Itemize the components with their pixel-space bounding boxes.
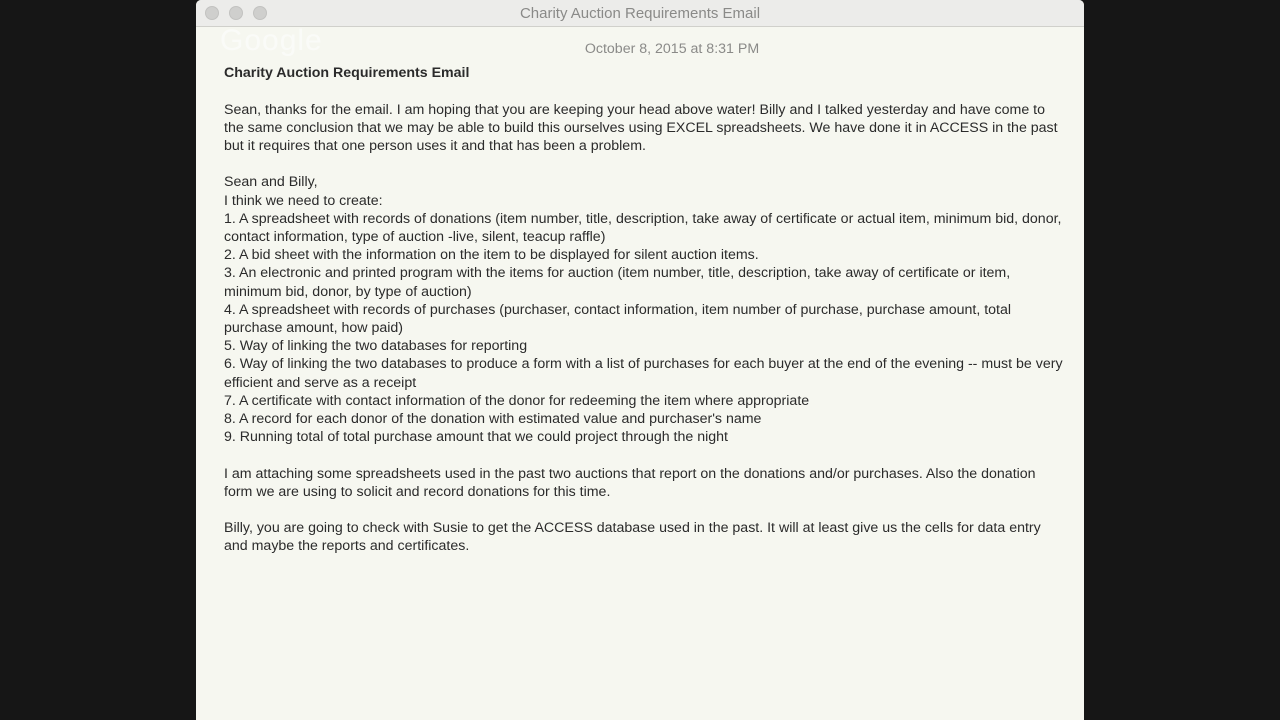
greeting: Sean and Billy, bbox=[224, 174, 318, 191]
email-body bbox=[224, 27, 1064, 574]
list-item: 8. A record for each donor of the donation with estimated value and purchaser's name bbox=[224, 411, 762, 428]
list-intro: I think we need to create: bbox=[224, 192, 383, 209]
window-title: Charity Auction Requirements Email bbox=[519, 5, 761, 22]
closing-paragraph: Billy, you are going to check with Susie to get the ACCESS database used in the past. It will at least give us the cells for data entry and maybe the reports and certificates. bbox=[224, 520, 1041, 555]
attachment-paragraph: I am attaching some spreadsheets used in the past two auctions that report on the donations and/or purchases. Also the donation form we are using to solicit and record donations for this time. bbox=[224, 465, 1036, 500]
intro-paragraph: Sean, thanks for the email. I am hoping that you are keeping your head above water! Billy and I talked yesterday and have come to the same conclusion that we may be able to build this ourselves using EXCEL spreadsheets. We have done it in ACCESS in the past but it requires that one person uses it and that has been a problem. bbox=[224, 101, 1058, 154]
list-item: 2. A bid sheet with the information on the item to be displayed for silent auction items. bbox=[224, 247, 759, 264]
list-item: 7. A certificate with contact information of the donor for redeeming the item where appropriate bbox=[224, 392, 810, 409]
email-date: October 8, 2015 at 8:31 PM bbox=[584, 41, 760, 57]
requirements-list bbox=[224, 210, 1064, 447]
list-item: 1. A spreadsheet with records of donations (item number, title, description, take away of certificate or actual item, minimum bid, donor, contact information, type of auction -live, silent, teacup raffle) bbox=[224, 210, 1062, 245]
email-window bbox=[196, 0, 1084, 720]
list-item: 6. Way of linking the two databases to produce a form with a list of purchases for each buyer at the end of the evening -- must be very efficient and serve as a receipt bbox=[224, 356, 1063, 391]
list-item: 9. Running total of total purchase amount that we could project through the night bbox=[224, 429, 728, 446]
email-subject: Charity Auction Requirements Email bbox=[224, 65, 470, 82]
title-bar[interactable] bbox=[196, 0, 1084, 27]
list-item: 4. A spreadsheet with records of purchases (purchaser, contact information, item number of purchase, purchase amount, total purchase amount, how paid) bbox=[224, 301, 1012, 337]
list-item: 5. Way of linking the two databases for reporting bbox=[224, 338, 528, 355]
list-item: 3. An electronic and printed program with the items for auction (item number, title, description, take away of certificate or item, minimum bid, donor, by type of auction) bbox=[224, 265, 1011, 300]
google-watermark: Google bbox=[220, 24, 323, 57]
